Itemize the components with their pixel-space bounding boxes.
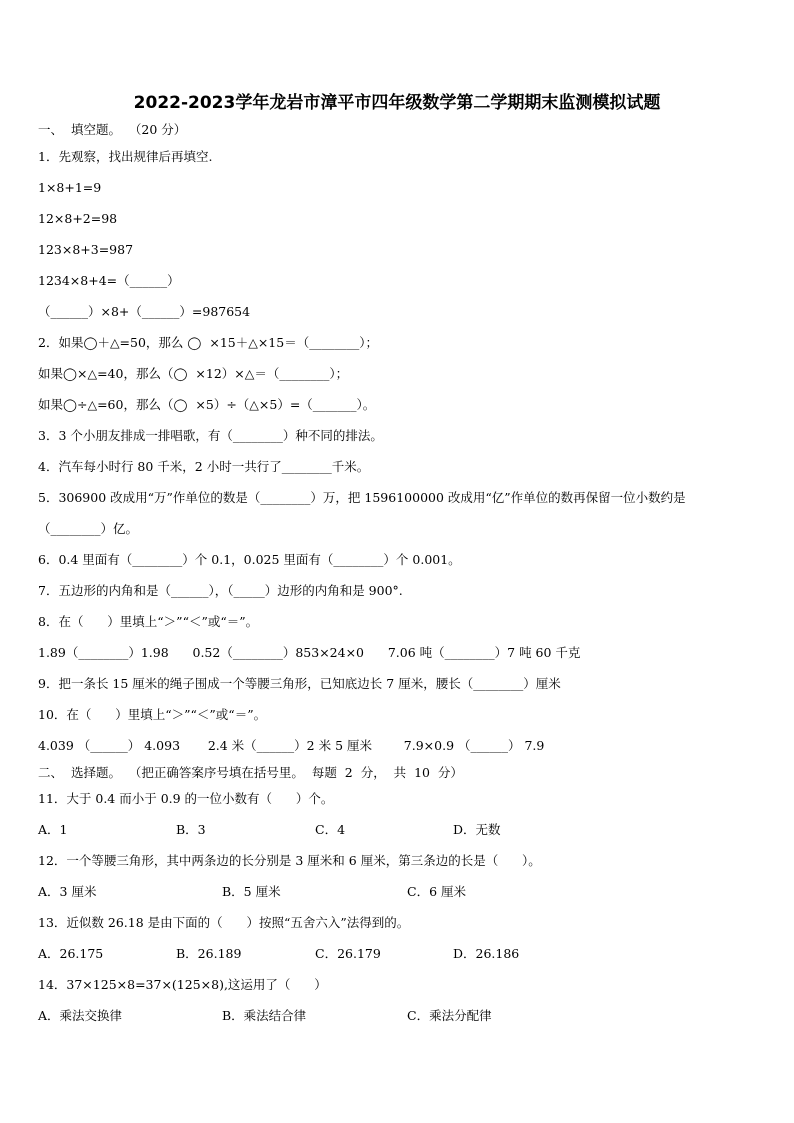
question-9: 9．把一条长 15 厘米的绳子围成一个等腰三角形，已知底边长 7 厘米，腰长（________）厘米 xyxy=(38,676,561,691)
section-heading-choice: 二、 选择题。 （把正确答案序号填在括号里。 每题 2 分， 共 10 分） xyxy=(38,765,463,780)
question-2-line-2: 如果◯×△=40，那么（◯ ×12）×△＝（________）； xyxy=(38,366,349,381)
question-12-option-b: B．5 厘米 xyxy=(222,884,281,899)
question-13-option-c: C．26.179 xyxy=(315,946,381,961)
question-10-stem: 10．在（ ）里填上“＞”“＜”或“＝”。 xyxy=(38,707,267,722)
question-5-line-1: 5．306900 改成用“万”作单位的数是（________）万，把 1596100000 改成用“亿”作单位的数再保留一位小数约是 xyxy=(38,490,686,505)
section-heading-fill-in: 一、 填空题。 （20 分） xyxy=(38,122,187,137)
question-14-option-c: C．乘法分配律 xyxy=(407,1008,492,1023)
question-4: 4．汽车每小时行 80 千米，2 小时一共行了________千米。 xyxy=(38,459,370,474)
question-8-items: 1.89（________）1.98 0.52（________）853×24×0 7.06 吨（________）7 吨 60 千克 xyxy=(38,645,581,660)
question-11-option-d: D．无数 xyxy=(453,822,501,837)
question-13-option-d: D．26.186 xyxy=(453,946,520,961)
question-2-line-3: 如果◯÷△=60，那么（◯ ×5）÷（△×5）=（_______）。 xyxy=(38,397,376,412)
question-12-option-a: A．3 厘米 xyxy=(38,884,97,899)
question-11-option-b: B．3 xyxy=(176,822,206,837)
question-8-stem: 8．在（ ）里填上“＞”“＜”或“＝”。 xyxy=(38,614,259,629)
question-1-line-2: 12×8+2=98 xyxy=(38,211,118,226)
question-3: 3．3 个小朋友排成一排唱歌，有（________）种不同的排法。 xyxy=(38,428,383,443)
question-1-stem: 1．先观察，找出规律后再填空. xyxy=(38,149,213,164)
question-6: 6．0.4 里面有（________）个 0.1，0.025 里面有（________）个 0.001。 xyxy=(38,552,461,567)
question-14-stem: 14．37×125×8=37×(125×8),这运用了（ ） xyxy=(38,977,327,992)
question-11-option-a: A．1 xyxy=(38,822,68,837)
question-12-option-c: C．6 厘米 xyxy=(407,884,466,899)
question-14-option-b: B．乘法结合律 xyxy=(222,1008,307,1023)
question-14-option-a: A．乘法交换律 xyxy=(38,1008,123,1023)
question-7: 7．五边形的内角和是（______），（_____）边形的内角和是 900°. xyxy=(38,583,403,598)
question-13-option-b: B．26.189 xyxy=(176,946,242,961)
question-1-line-3: 123×8+3=987 xyxy=(38,242,134,257)
question-1-line-1: 1×8+1=9 xyxy=(38,180,102,195)
question-13-stem: 13．近似数 26.18 是由下面的（ ）按照“五舍六入”法得到的。 xyxy=(38,915,410,930)
page-title: 2022-2023学年龙岩市漳平市四年级数学第二学期期末监测模拟试题 xyxy=(133,93,661,113)
question-11-option-c: C．4 xyxy=(315,822,346,837)
question-13-option-a: A．26.175 xyxy=(38,946,104,961)
question-2-line-1: 2．如果◯＋△=50，那么 ◯ ×15＋△×15＝（________）； xyxy=(38,335,378,350)
question-11-stem: 11．大于 0.4 而小于 0.9 的一位小数有（ ）个。 xyxy=(38,791,334,806)
question-1-line-4: 1234×8+4=（______） xyxy=(38,273,180,288)
question-10-items: 4.039 （______） 4.093 2.4 米（______）2 米 5 厘米 7.9×0.9 （______） 7.9 xyxy=(38,738,545,753)
question-12-stem: 12．一个等腰三角形，其中两条边的长分别是 3 厘米和 6 厘米，第三条边的长是（ ）。 xyxy=(38,853,541,868)
question-5-line-2: （________）亿。 xyxy=(38,521,139,536)
question-1-line-5: （______）×8+（______）=987654 xyxy=(38,304,251,319)
